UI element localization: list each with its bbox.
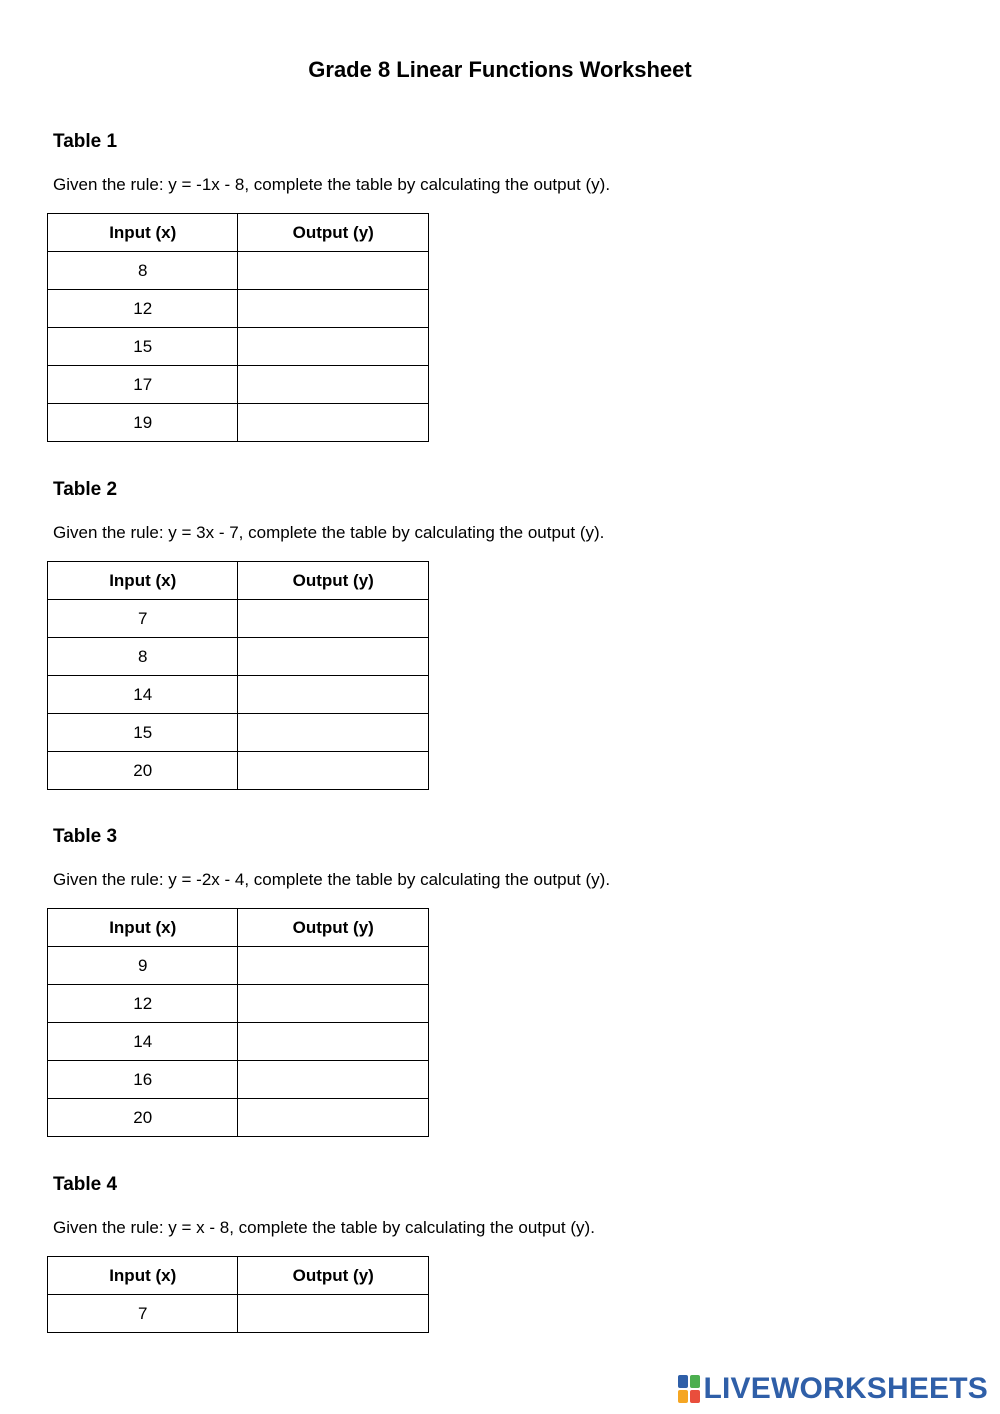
- table-row: [48, 714, 429, 752]
- input-cell: 14: [48, 1023, 238, 1061]
- rule-instruction: Given the rule: y = -1x - 8, complete the table by calculating the output (y).: [53, 175, 611, 194]
- table-row: [48, 752, 429, 790]
- input-cell: 16: [48, 1061, 238, 1099]
- output-answer-cell[interactable]: [238, 1295, 429, 1333]
- table-header-row: [48, 562, 429, 600]
- table-row: [48, 638, 429, 676]
- table-row: [48, 600, 429, 638]
- liveworksheets-logo-icon: [678, 1375, 700, 1403]
- table-row: [48, 1023, 429, 1061]
- input-cell: 20: [48, 1099, 238, 1137]
- output-answer-cell[interactable]: [238, 1023, 429, 1061]
- output-answer-cell[interactable]: [238, 638, 429, 676]
- output-column-header: Output (y): [238, 1257, 429, 1295]
- table-header-row: [48, 214, 429, 252]
- table-row: [48, 404, 429, 442]
- rule-instruction: Given the rule: y = -2x - 4, complete the table by calculating the output (y).: [53, 870, 611, 889]
- page-title: Grade 8 Linear Functions Worksheet: [308, 57, 692, 82]
- output-answer-cell[interactable]: [238, 947, 429, 985]
- output-answer-cell[interactable]: [238, 328, 429, 366]
- input-cell: 8: [48, 638, 238, 676]
- input-cell: 12: [48, 985, 238, 1023]
- table-row: [48, 328, 429, 366]
- table-row: [48, 947, 429, 985]
- input-cell: 19: [48, 404, 238, 442]
- output-answer-cell[interactable]: [238, 404, 429, 442]
- section-heading: Table 2: [53, 479, 118, 500]
- input-cell: 15: [48, 714, 238, 752]
- input-column-header: Input (x): [48, 1257, 238, 1295]
- output-answer-cell[interactable]: [238, 676, 429, 714]
- output-answer-cell[interactable]: [238, 366, 429, 404]
- output-answer-cell[interactable]: [238, 600, 429, 638]
- input-column-header: Input (x): [48, 214, 238, 252]
- output-column-header: Output (y): [238, 214, 429, 252]
- logo-square-b: [690, 1375, 700, 1388]
- section-heading: Table 1: [53, 131, 118, 152]
- table-header-row: [48, 1257, 429, 1295]
- function-table: [47, 213, 429, 442]
- input-cell: 20: [48, 752, 238, 790]
- input-cell: 7: [48, 600, 238, 638]
- input-cell: 14: [48, 676, 238, 714]
- output-answer-cell[interactable]: [238, 714, 429, 752]
- table-row: [48, 366, 429, 404]
- table-row: [48, 1099, 429, 1137]
- output-column-header: Output (y): [238, 562, 429, 600]
- output-answer-cell[interactable]: [238, 752, 429, 790]
- logo-square-a: [678, 1375, 688, 1388]
- output-answer-cell[interactable]: [238, 1099, 429, 1137]
- input-cell: 9: [48, 947, 238, 985]
- section-heading: Table 3: [53, 826, 118, 847]
- input-column-header: Input (x): [48, 909, 238, 947]
- output-column-header: Output (y): [238, 909, 429, 947]
- input-cell: 17: [48, 366, 238, 404]
- section-heading: Table 4: [53, 1174, 118, 1195]
- table-row: [48, 1295, 429, 1333]
- input-cell: 8: [48, 252, 238, 290]
- table-row: [48, 985, 429, 1023]
- input-cell: 15: [48, 328, 238, 366]
- output-answer-cell[interactable]: [238, 985, 429, 1023]
- rule-instruction: Given the rule: y = 3x - 7, complete the table by calculating the output (y).: [53, 523, 605, 542]
- output-answer-cell[interactable]: [238, 1061, 429, 1099]
- function-table: [47, 908, 429, 1137]
- rule-instruction: Given the rule: y = x - 8, complete the table by calculating the output (y).: [53, 1218, 595, 1237]
- brand-name: LIVEWORKSHEETS: [703, 1372, 988, 1405]
- input-cell: 12: [48, 290, 238, 328]
- table-row: [48, 1061, 429, 1099]
- table-row: [48, 676, 429, 714]
- logo-square-c: [678, 1390, 688, 1403]
- logo-square-d: [690, 1390, 700, 1403]
- output-answer-cell[interactable]: [238, 252, 429, 290]
- brand-watermark: [678, 1372, 989, 1406]
- table-header-row: [48, 909, 429, 947]
- output-answer-cell[interactable]: [238, 290, 429, 328]
- function-table: [47, 561, 429, 790]
- function-table: [47, 1256, 429, 1333]
- input-cell: 7: [48, 1295, 238, 1333]
- table-row: [48, 252, 429, 290]
- input-column-header: Input (x): [48, 562, 238, 600]
- table-row: [48, 290, 429, 328]
